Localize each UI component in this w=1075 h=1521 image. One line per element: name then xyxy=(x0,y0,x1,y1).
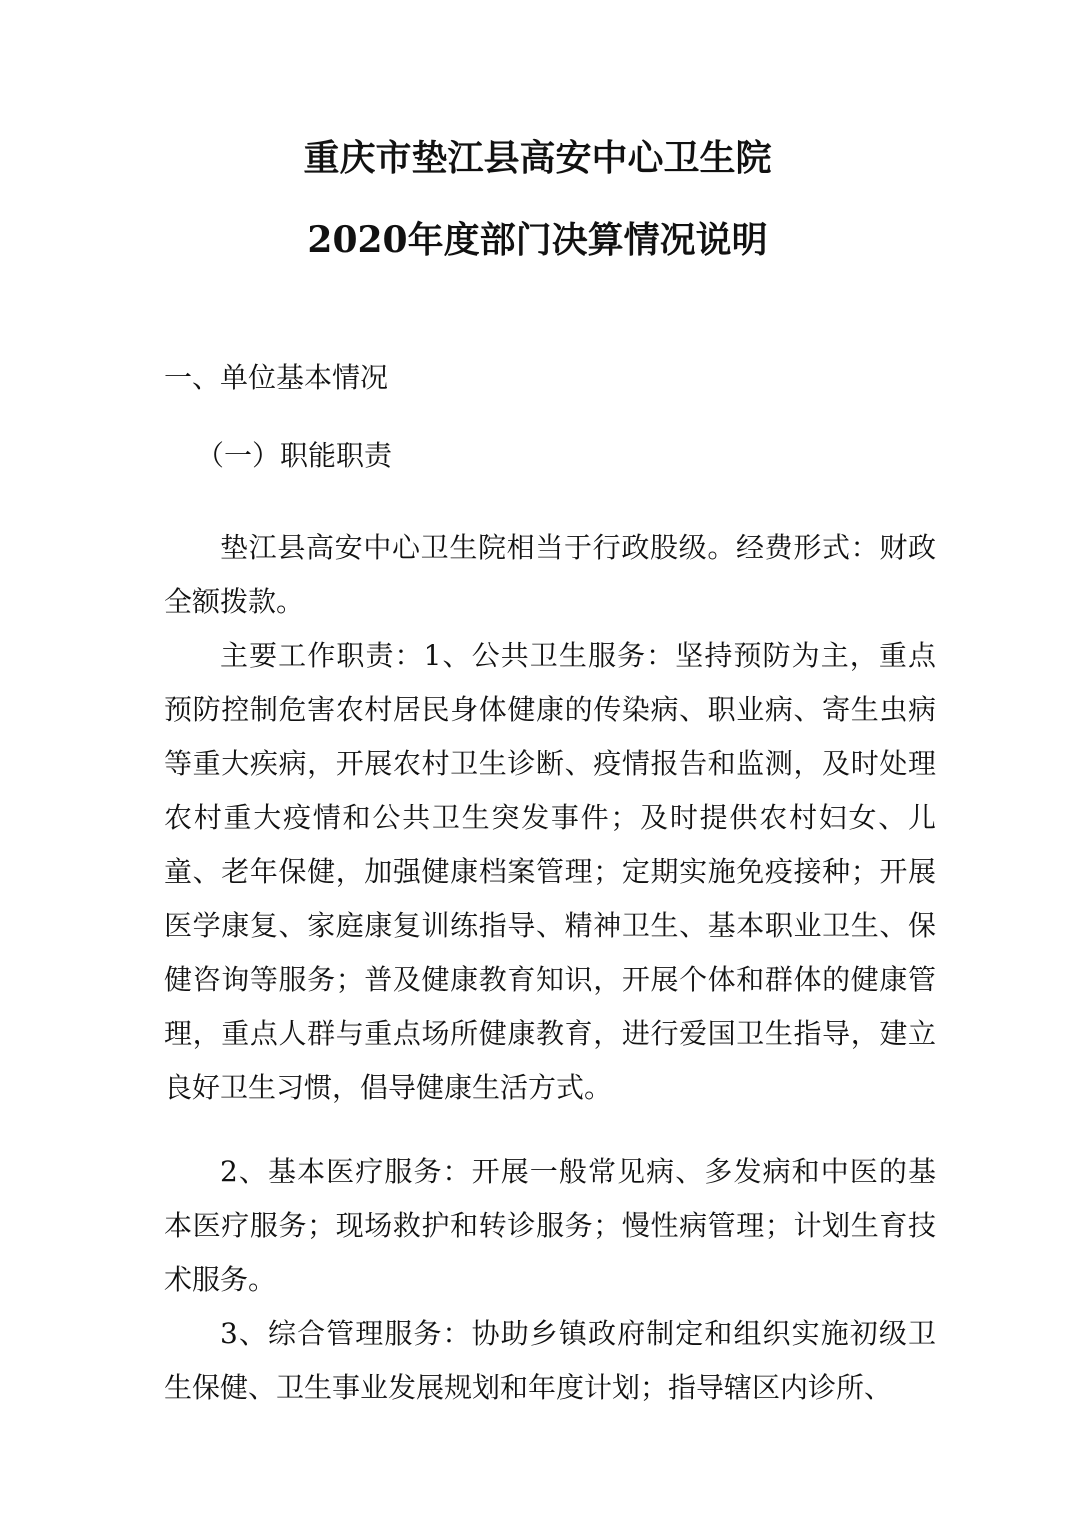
document-title-line2: 2020年度部门决算情况说明 xyxy=(307,219,768,261)
paragraph-basic-medical-services: 2、基本医疗服务：开展一般常见病、多发病和中医的基本医疗服务；现场救护和转诊服务；慢性病管理；计划生育技术服务。 xyxy=(164,1155,936,1296)
paragraph-management-services: 3、综合管理服务：协助乡镇政府制定和组织实施初级卫生保健、卫生事业发展规划和年度计划；指导辖区内诊所、 xyxy=(164,1317,936,1404)
document-title-line1: 重庆市垫江县高安中心卫生院 xyxy=(303,137,772,179)
section-heading: 一、单位基本情况 xyxy=(164,361,389,394)
subsection-heading: （一）职能职责 xyxy=(196,439,393,472)
paragraph-unit-type: 垫江县高安中心卫生院相当于行政股级。经费形式：财政全额拨款。 xyxy=(164,531,936,618)
paragraph-public-health-duties: 主要工作职责：1、公共卫生服务：坚持预防为主，重点预防控制危害农村居民身体健康的传染病、职业病、寄生虫病等重大疾病，开展农村卫生诊断、疫情报告和监测，及时处理农村重大疫情和公共卫生突发事件；及时提供农村妇女、儿童、老年保健，加强健康档案管理；定期实施免疫接种；开展医学康复、家庭康复训练指导、精神卫生、基本职业卫生、保健咨询等服务；普及健康教育知识，开展个体和群体的健康管理，重点人群与重点场所健康教育，进行爱国卫生指导，建立良好卫生习惯，倡导健康生活方式。 xyxy=(164,639,936,1104)
